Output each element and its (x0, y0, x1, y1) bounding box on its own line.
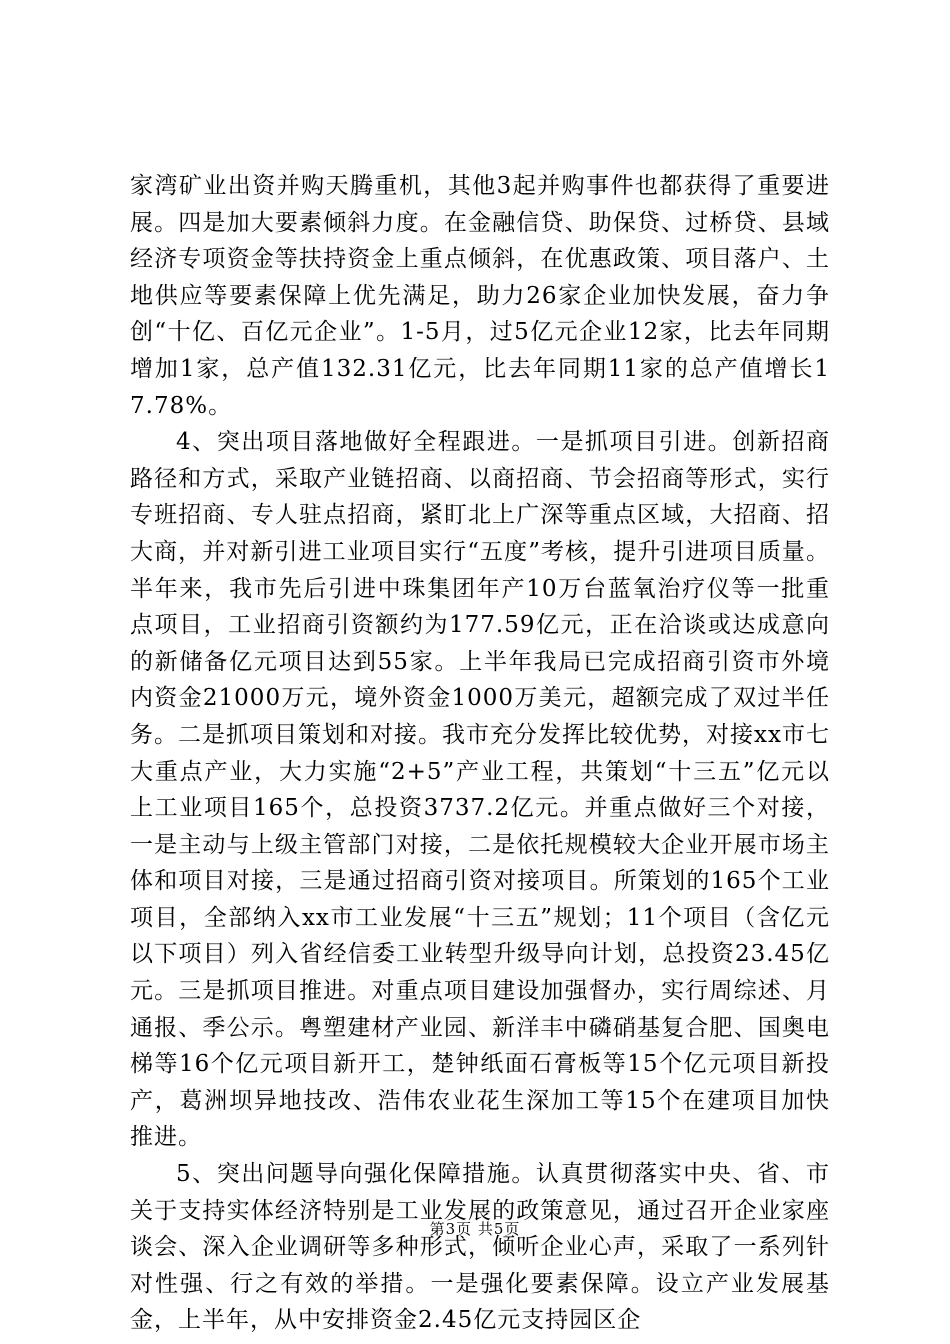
paragraph-section-4: 4、突出项目落地做好全程跟进。一是抓项目引进。创新招商路径和方式，采取产业链招商、以商招商、节会招商等形式，实行专班招商、专人驻点招商，紧盯北上广深等重点区域，大招商、招大商，并对新引进工业项目实行“五度”考核，提升引进项目质量。半年来，我市先后引进中珠集团年产10万台蓝氧治疗仪等一批重点项目，工业招商引资额约为177.59亿元，正在洽谈或达成意向的新储备亿元项目达到55家。上半年我局已完成招商引资市外境内资金21000万元，境外资金1000万美元，超额完成了双过半任务。二是抓项目策划和对接。我市充分发挥比较优势，对接xx市七大重点产业，大力实施“2+5”产业工程，共策划“十三五”亿元以上工业项目165个，总投资3737.2亿元。并重点做好三个对接，一是主动与上级主管部门对接，二是依托规模较大企业开展市场主体和项目对接，三是通过招商引资对接项目。所策划的165个工业项目，全部纳入xx市工业发展“十三五”规划；11个项目（含亿元以下项目）列入省经信委工业转型升级导向计划，总投资23.45亿元。三是抓项目推进。对重点项目建设加强督办，实行周综述、月通报、季公示。粤塑建材产业园、新洋丰中磷硝基复合肥、国奥电梯等16个亿元项目新开工，楚钟纸面石膏板等15个亿元项目新投产，葛洲坝异地技改、浩伟农业花生深加工等15个在建项目加快推进。 (130, 429, 830, 1151)
paragraph-continued: 家湾矿业出资并购天腾重机，其他3起并购事件也都获得了重要进展。四是加大要素倾斜力度。在金融信贷、助保贷、过桥贷、县域经济专项资金等扶持资金上重点倾斜，在优惠政策、项目落户、土地供应等要素保障上优先满足，助力26家企业加快发展，奋力争创“十亿、百亿元企业”。1-5月，过5亿元企业12家，比去年同期增加1家，总产值132.31亿元，比去年同期11家的总产值增长17.78%。 (130, 173, 830, 419)
page-footer: 第3页 共5页 (429, 1220, 521, 1238)
body-text (130, 168, 830, 1339)
paragraph-section-5: 5、突出问题导向强化保障措施。认真贯彻落实中央、省、市关于支持实体经济特别是工业发展的政策意见，通过召开企业家座谈会、深入企业调研等多种形式，倾听企业心声，采取了一系列针对性强、行之有效的举措。一是强化要素保障。设立产业发展基金，上半年，从中安排资金2.45亿元支持园区企 (130, 1161, 830, 1334)
